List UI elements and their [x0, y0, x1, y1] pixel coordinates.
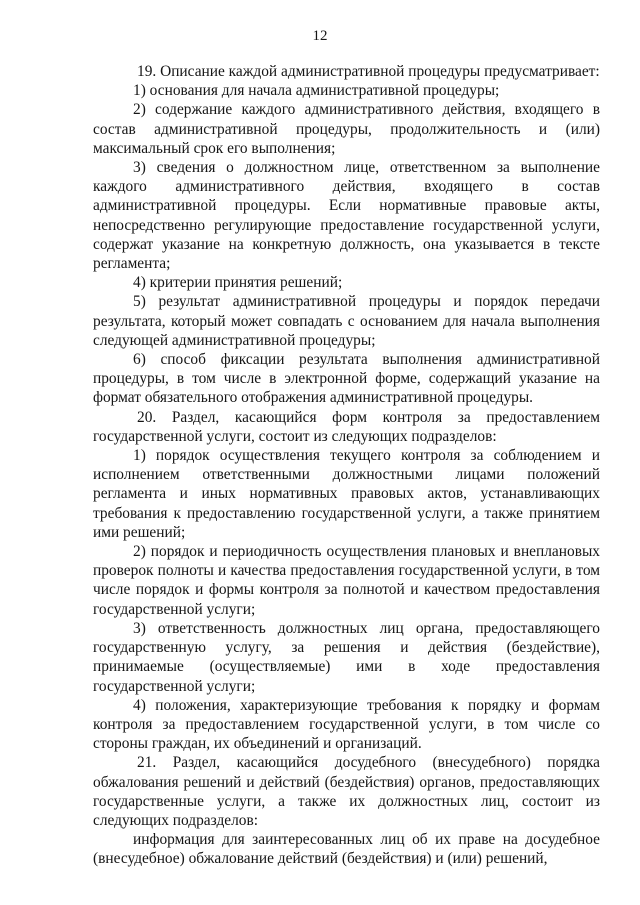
document-body [93, 62, 600, 869]
paragraph-21-heading: 21. Раздел, касающийся досудебного (внесудебного) порядка обжалования решений и действий (бездействия) органов, предоставляющих государственные услуги, а также их должностных лиц, состоит из следующих подразделов: [93, 754, 600, 829]
paragraph-19-item-1: 1) основания для начала административной процедуры; [133, 82, 500, 100]
paragraph-20-item-4: 4) положения, характеризующие требования к порядку и формам контроля за предоставлением государственной услуги, в том числе со стороны граждан, их объединений и организаций. [93, 696, 600, 753]
paragraph-19-heading: 19. Описание каждой административной процедуры предусматривает: [137, 63, 600, 80]
paragraph-20-item-1: 1) порядок осуществления текущего контроля за соблюдением и исполнением ответственными должностными лицами положений регламента и иных нормативных правовых актов, устанавливающих требования к предоставлению государственной услуги, а также принятием ими решений; [93, 447, 600, 541]
paragraph-19-item-3: 3) сведения о должностном лице, ответственном за выполнение каждого административного действия, входящего в состав административной процедуры. Если нормативные правовые акты, непосредственно регулирующие предоставление государственной услуги, содержат указание на конкретную должность, она указывается в тексте регламента; [93, 159, 600, 273]
paragraph-19-item-6: 6) способ фиксации результата выполнения административной процедуры, в том числе в электронной форме, содержащий указание на формат обязательного отображения административной процедуры. [93, 351, 600, 407]
paragraph-19-item-5: 5) результат административной процедуры и порядок передачи результата, который может совпадать с основанием для начала выполнения следующей административной процедуры; [93, 293, 600, 349]
paragraph-20-heading: 20. Раздел, касающийся форм контроля за предоставлением государственной услуги, состоит из следующих подразделов: [93, 408, 600, 445]
page-number: 12 [312, 28, 328, 44]
paragraph-19-item-4: 4) критерии принятия решений; [133, 274, 343, 292]
paragraph-20-item-3: 3) ответственность должностных лиц органа, предоставляющего государственную услугу, за решения и действия (бездействие), принимаемые (осуществляемые) ими в ходе предоставления государственной услуги; [93, 619, 600, 695]
paragraph-21-item-1: информация для заинтересованных лиц об их праве на досудебное (внесудебное) обжалование действий (бездействия) и (или) решений, [93, 831, 600, 868]
paragraph-20-item-2: 2) порядок и периодичность осуществления плановых и внеплановых проверок полноты и качества предоставления государственной услуги, в том числе порядок и формы контроля за полнотой и качеством предоставления государственной услуги; [93, 543, 600, 618]
paragraph-19-item-2: 2) содержание каждого административного действия, входящего в состав административной процедуры, продолжительность и (или) максимальный срок его выполнения; [93, 101, 600, 157]
